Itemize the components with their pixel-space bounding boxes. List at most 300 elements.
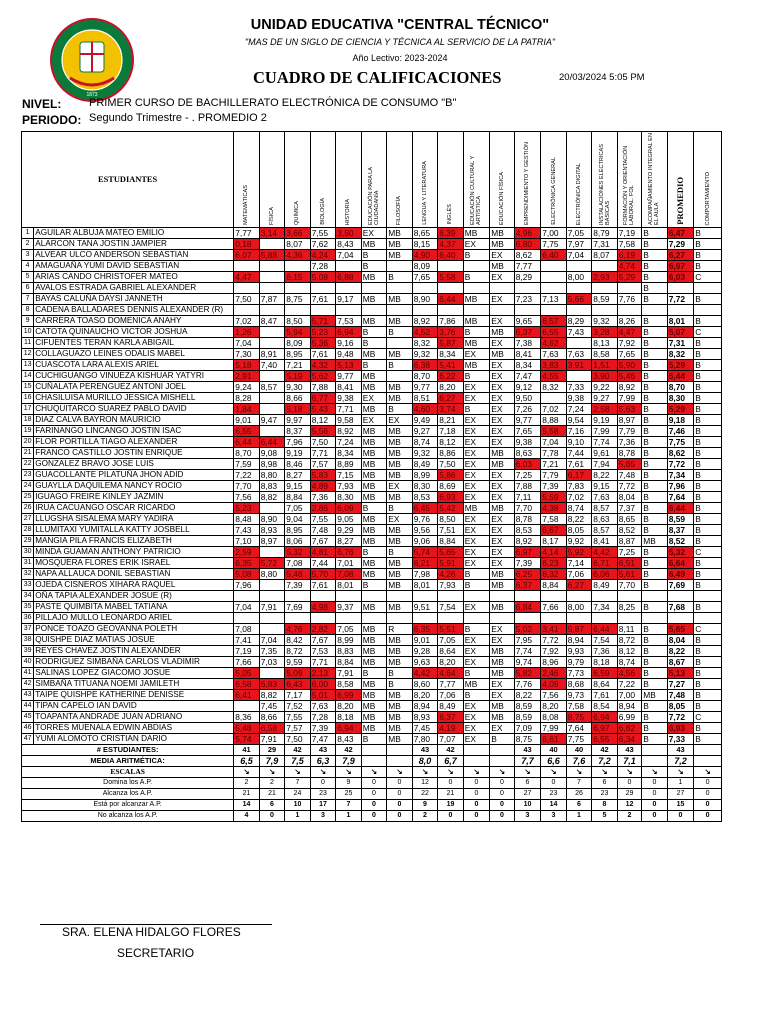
grade-cell: MB (361, 514, 387, 525)
grade-cell: 5,29 (667, 404, 694, 415)
grade-cell: 8,79 (592, 228, 618, 239)
mean-cell (490, 756, 514, 767)
row-number: 22 (22, 459, 34, 470)
grade-cell: EX (463, 459, 490, 470)
grade-cell: 5,63 (617, 404, 641, 415)
grade-cell: 8,86 (438, 448, 464, 459)
scale-cell: 23 (592, 789, 618, 800)
student-name: PILLAJO MULLO LEONARDO ARIEL (34, 613, 234, 624)
grade-cell (336, 591, 362, 602)
row-number: 27 (22, 514, 34, 525)
grade-cell: 7,15 (336, 470, 362, 481)
student-row (22, 382, 722, 393)
grade-cell: B (642, 404, 668, 415)
grade-cell: 8,99 (412, 470, 438, 481)
grade-cell: B (694, 250, 722, 261)
scale-mark: ↘ (541, 767, 567, 778)
row-number: 31 (22, 558, 34, 569)
grade-cell (234, 261, 260, 272)
grade-cell: 7,39 (310, 723, 336, 734)
grade-cell: 6,34 (617, 734, 641, 745)
scale-cell: 0 (387, 811, 413, 822)
grade-cell: B (642, 415, 668, 426)
grade-cell (234, 613, 260, 624)
grade-cell: 8,05 (566, 525, 592, 536)
grade-cell: 8,09 (412, 261, 438, 272)
mean-cell: 7,9 (336, 756, 362, 767)
grade-cell: 7,10 (234, 536, 260, 547)
scale-cell: 7 (336, 800, 362, 811)
grade-cell: 9,05 (336, 514, 362, 525)
school-logo (50, 18, 134, 102)
grade-cell: 8,43 (336, 239, 362, 250)
grade-cell: 8,97 (617, 415, 641, 426)
grade-cell: 9,01 (234, 415, 260, 426)
student-name: TIPAN CAPELO IAN DAVID (34, 701, 234, 712)
grade-cell: EX (490, 437, 514, 448)
grade-cell: 5,08 (234, 569, 260, 580)
grade-cell: MB (490, 569, 514, 580)
grade-cell: 6,83 (259, 679, 285, 690)
grade-cell (642, 613, 668, 624)
student-row (22, 294, 722, 305)
scale-mark: ↘ (694, 767, 722, 778)
student-row (22, 657, 722, 668)
row-number: 41 (22, 668, 34, 679)
students-header: ESTUDIANTES (22, 132, 234, 228)
student-count-row (22, 745, 722, 756)
mean-cell: 7,5 (285, 756, 311, 767)
grade-cell: 5,82 (514, 668, 541, 679)
grade-cell: 7,70 (617, 580, 641, 591)
student-name: GONZALEZ BRAVO JOSE LUIS (34, 459, 234, 470)
grade-cell: 7,93 (438, 580, 464, 591)
subject-header (642, 132, 668, 228)
grade-cell: EX (490, 371, 514, 382)
grade-cell: MB (463, 294, 490, 305)
grade-cell: B (694, 536, 722, 547)
scale-cell: 0 (310, 778, 336, 789)
grade-cell (336, 261, 362, 272)
grade-cell: 4,62 (541, 338, 567, 349)
grade-cell: 7,48 (310, 525, 336, 536)
grade-cell: B (642, 712, 668, 723)
grade-cell: 7,76 (617, 294, 641, 305)
grade-cell: 8,37 (285, 426, 311, 437)
grade-cell: B (642, 470, 668, 481)
grade-cell: 8,93 (259, 525, 285, 536)
grade-cell: 7,96 (285, 437, 311, 448)
grade-cell: 8,78 (514, 514, 541, 525)
grade-cell: 8,95 (285, 349, 311, 360)
grade-cell (234, 305, 260, 316)
scale-cell: 0 (694, 800, 722, 811)
mean-cell: 6,3 (310, 756, 336, 767)
grade-cell: 8,20 (412, 690, 438, 701)
grade-cell: 6,80 (514, 239, 541, 250)
student-count-cell (387, 745, 413, 756)
grade-cell: 9,10 (566, 437, 592, 448)
grade-cell: 8,67 (667, 657, 694, 668)
grade-cell: 2,93 (592, 272, 618, 283)
grade-cell: 7,92 (617, 338, 641, 349)
grade-cell: 4,38 (541, 503, 567, 514)
grade-cell: 8,30 (336, 492, 362, 503)
row-number: 8 (22, 305, 34, 316)
grade-cell: 7,01 (336, 558, 362, 569)
grade-cell: 8,66 (285, 393, 311, 404)
grade-cell: 4,32 (310, 360, 336, 371)
grade-cell: 6,23 (541, 558, 567, 569)
scale-cell: 17 (310, 800, 336, 811)
row-number: 20 (22, 437, 34, 448)
grade-cell: 8,07 (285, 239, 311, 250)
grade-cell: 7,02 (234, 316, 260, 327)
grade-cell: 7,16 (566, 426, 592, 437)
grade-cell: 7,04 (259, 635, 285, 646)
student-row (22, 470, 722, 481)
grade-cell: 9,18 (667, 415, 694, 426)
grade-cell: 7,70 (234, 481, 260, 492)
grade-cell: 7,04 (541, 437, 567, 448)
grade-cell: MB (387, 712, 413, 723)
grade-cell: MB (387, 294, 413, 305)
grade-cell: 5,01 (310, 690, 336, 701)
row-number: 33 (22, 580, 34, 591)
scale-cell: 0 (463, 778, 490, 789)
grade-cell: 9,73 (566, 690, 592, 701)
student-name: SIMBAÑA TITUANA NOEMI JAMILETH (34, 679, 234, 690)
row-number: 23 (22, 470, 34, 481)
grade-cell: MB (361, 525, 387, 536)
grade-cell: 9,32 (592, 316, 618, 327)
grade-cell: 9,17 (336, 294, 362, 305)
grade-cell: 4,19 (438, 723, 464, 734)
grade-cell: B (694, 481, 722, 492)
grade-cell: 7,93 (336, 481, 362, 492)
grade-cell (490, 283, 514, 294)
grade-cell: 8,49 (438, 701, 464, 712)
grade-cell: B (694, 558, 722, 569)
grade-cell: 6,93 (667, 723, 694, 734)
grade-cell: 7,48 (667, 690, 694, 701)
grade-cell: 7,61 (310, 580, 336, 591)
row-number: 44 (22, 701, 34, 712)
grade-cell: 7,59 (234, 459, 260, 470)
grade-cell (285, 261, 311, 272)
grade-cell: B (642, 503, 668, 514)
student-row (22, 349, 722, 360)
grade-cell: 8,59 (592, 294, 618, 305)
student-count-cell: 29 (259, 745, 285, 756)
student-row (22, 371, 722, 382)
grade-cell: MB (490, 239, 514, 250)
student-name: IGUAGO FREIRE KINLEY JAZMIN (34, 492, 234, 503)
student-count-cell: 43 (412, 745, 438, 756)
student-name: NAPA ALLAUCA DONIL SEBASTIAN (34, 569, 234, 580)
grade-cell: 7,28 (310, 712, 336, 723)
grade-cell: 5,83 (310, 470, 336, 481)
student-count-cell: 40 (566, 745, 592, 756)
grade-cell: B (642, 294, 668, 305)
grade-cell: 8,69 (438, 481, 464, 492)
grade-cell: 9,38 (566, 393, 592, 404)
subject-header (361, 132, 387, 228)
grade-cell: 7,47 (310, 734, 336, 745)
grade-cell: 6,19 (617, 250, 641, 261)
grade-cell (541, 613, 567, 624)
grade-cell: 6,94 (336, 723, 362, 734)
grade-cell: 7,63 (310, 701, 336, 712)
row-number: 18 (22, 415, 34, 426)
grade-cell: MB (361, 646, 387, 657)
grade-cell: 7,65 (514, 426, 541, 437)
grade-cell (259, 305, 285, 316)
grade-cell: B (642, 624, 668, 635)
grade-cell: EX (463, 382, 490, 393)
grade-cell: 3,41 (541, 624, 567, 635)
signature-name: SRA. ELENA HIDALGO FLORES (62, 925, 241, 939)
subject-header (463, 132, 490, 228)
grade-cell: 7,58 (541, 514, 567, 525)
subject-header-label: COMPORTAMIENTO (704, 171, 711, 225)
grade-cell: EX (490, 635, 514, 646)
scale-cell: 9 (412, 800, 438, 811)
scale-cell: 27 (514, 789, 541, 800)
grade-cell: 7,43 (234, 525, 260, 536)
student-row (22, 525, 722, 536)
scale-cell: 14 (541, 800, 567, 811)
scale-cell: 0 (361, 811, 387, 822)
row-number: 30 (22, 547, 34, 558)
grade-cell: 3,66 (285, 228, 311, 239)
grade-cell: 5,58 (438, 272, 464, 283)
grade-cell: 7,34 (592, 602, 618, 613)
grade-cell: EX (463, 470, 490, 481)
grade-cell: 8,84 (285, 492, 311, 503)
grade-cell: 9,77 (412, 382, 438, 393)
grade-cell (592, 261, 618, 272)
grade-cell: 1,51 (592, 360, 618, 371)
grade-cell: 5,86 (438, 470, 464, 481)
student-name: FRANCO CASTILLO JOSTIN ENRIQUE (34, 448, 234, 459)
logo-year: 1873 (86, 92, 98, 98)
grade-cell: EX (490, 558, 514, 569)
scale-mark: ↘ (285, 767, 311, 778)
grade-cell: 7,00 (617, 690, 641, 701)
student-count-cell: 42 (438, 745, 464, 756)
scale-cell: 0 (463, 811, 490, 822)
grade-cell: 7,65 (412, 272, 438, 283)
grade-cell: B (642, 580, 668, 591)
grade-cell: 5,44 (667, 371, 694, 382)
grade-cell: 8,90 (259, 514, 285, 525)
subject-header-label: INSTALACIONES ELÉCTRICAS BÁSICAS (598, 143, 611, 225)
grade-cell: MB (361, 635, 387, 646)
grade-cell: 8,20 (438, 657, 464, 668)
grade-cell: 6,37 (438, 712, 464, 723)
grade-cell (259, 272, 285, 283)
grade-cell (234, 283, 260, 294)
grade-cell: 7,46 (667, 426, 694, 437)
grade-cell: MB (490, 646, 514, 657)
grade-cell: 9,56 (412, 525, 438, 536)
grade-cell: 6,07 (234, 250, 260, 261)
grade-cell: MB (490, 228, 514, 239)
grade-cell: B (694, 514, 722, 525)
grade-cell: 7,02 (541, 404, 567, 415)
grade-cell: 5,48 (285, 569, 311, 580)
grade-cell: 6,27 (566, 580, 592, 591)
grade-cell: MB (387, 316, 413, 327)
scale-cell: 14 (234, 800, 260, 811)
grade-cell: 8,07 (592, 250, 618, 261)
grade-cell: 1,26 (234, 327, 260, 338)
student-count-cell: 41 (234, 745, 260, 756)
grade-cell: 5,92 (566, 547, 592, 558)
grade-cell: 8,90 (412, 294, 438, 305)
grade-cell: B (490, 734, 514, 745)
grade-cell (387, 283, 413, 294)
grade-cell: B (642, 338, 668, 349)
grade-cell: 5,94 (285, 327, 311, 338)
grade-cell: 8,01 (412, 580, 438, 591)
grade-cell: 9,93 (566, 646, 592, 657)
grade-cell: 7,39 (541, 481, 567, 492)
grade-cell: 7,30 (234, 349, 260, 360)
grade-cell: 7,76 (514, 679, 541, 690)
mean-cell: 7,6 (566, 756, 592, 767)
grade-cell: B (642, 228, 668, 239)
grade-cell (514, 305, 541, 316)
grade-cell: 8,82 (259, 492, 285, 503)
grade-cell: 7,50 (285, 734, 311, 745)
grade-cell: 8,66 (259, 712, 285, 723)
grade-cell: B (694, 470, 722, 481)
grade-cell: 7,61 (592, 690, 618, 701)
scale-cell: 0 (642, 789, 668, 800)
grade-cell: B (387, 503, 413, 514)
grade-cell: EX (387, 415, 413, 426)
grade-cell: 7,91 (259, 734, 285, 745)
grade-cell: 7,79 (617, 426, 641, 437)
grade-cell (259, 404, 285, 415)
subject-header-label: ELECTRÓNICA GENERAL (550, 157, 557, 225)
student-name: AGUILAR ALBUJA MATEO EMILIO (34, 228, 234, 239)
grade-cell (285, 305, 311, 316)
grade-cell: MB (387, 470, 413, 481)
grade-cell: EX (490, 723, 514, 734)
mean-cell: 6,6 (541, 756, 567, 767)
grade-cell: 9,32 (412, 448, 438, 459)
grade-cell: 6,49 (667, 569, 694, 580)
row-number: 10 (22, 327, 34, 338)
grade-cell: B (694, 492, 722, 503)
student-row (22, 690, 722, 701)
grade-cell (259, 503, 285, 514)
subject-header (310, 132, 336, 228)
grade-cell: 9,58 (336, 415, 362, 426)
grade-cell: 6,37 (514, 580, 541, 591)
grade-cell: 7,53 (336, 316, 362, 327)
grade-cell: 9,63 (412, 657, 438, 668)
student-name: MINDA GUAMAN ANTHONY PATRICIO (34, 547, 234, 558)
row-number: 40 (22, 657, 34, 668)
grade-cell: 7,97 (566, 239, 592, 250)
grade-cell: 7,74 (514, 646, 541, 657)
scale-cell: 22 (412, 789, 438, 800)
grade-cell: 7,04 (336, 250, 362, 261)
grade-cell: 4,74 (617, 261, 641, 272)
grade-cell: B (463, 624, 490, 635)
grade-cell (285, 283, 311, 294)
grade-cell: 6,06 (592, 569, 618, 580)
grade-cell: EX (463, 734, 490, 745)
grade-cell: MB (490, 602, 514, 613)
grade-cell: 9,28 (412, 646, 438, 657)
grade-cell: B (642, 437, 668, 448)
grade-cell (490, 613, 514, 624)
grade-cell (438, 613, 464, 624)
grade-cell: B (642, 646, 668, 657)
grade-cell: 5,13 (667, 668, 694, 679)
scale-cell: 27 (667, 789, 694, 800)
scale-cell: 0 (642, 800, 668, 811)
mean-cell: 6,7 (438, 756, 464, 767)
grade-cell: B (642, 426, 668, 437)
student-name: QUISHPE DIAZ MATIAS JOSUE (34, 635, 234, 646)
grade-cell (336, 283, 362, 294)
grade-cell: 6,03 (514, 459, 541, 470)
student-name: TAIPE QUISHPE KATHERINE DENISSE (34, 690, 234, 701)
grade-cell: MB (361, 712, 387, 723)
subject-header-label: LENGUA Y LITERATURA (421, 161, 428, 225)
grade-cell: 8,12 (310, 415, 336, 426)
grade-cell: 4,42 (592, 547, 618, 558)
grade-cell: 6,44 (592, 624, 618, 635)
grade-cell (438, 283, 464, 294)
grade-cell: 7,33 (566, 382, 592, 393)
grade-cell: 8,32 (541, 382, 567, 393)
scale-mark: ↘ (387, 767, 413, 778)
grade-cell: 7,75 (566, 734, 592, 745)
grade-cell: B (642, 525, 668, 536)
grade-cell (438, 305, 464, 316)
grade-cell: EX (463, 558, 490, 569)
scale-cell: 0 (387, 778, 413, 789)
grade-cell: 6,35 (412, 624, 438, 635)
student-name: REYES CHAVEZ JOSTIN ALEXANDER (34, 646, 234, 657)
grade-cell: 7,09 (514, 723, 541, 734)
grade-cell: B (642, 558, 668, 569)
grade-cell: 8,59 (667, 514, 694, 525)
grade-cell: B (642, 459, 668, 470)
scale-cell: 10 (514, 800, 541, 811)
grade-cell: 5,29 (617, 272, 641, 283)
mean-cell: 8,0 (412, 756, 438, 767)
grade-cell: B (694, 734, 722, 745)
grade-cell: 8,27 (336, 536, 362, 547)
scale-cell: 24 (285, 789, 311, 800)
scale-cell: 6 (566, 800, 592, 811)
grade-cell: 5,87 (566, 624, 592, 635)
grade-cell: B (463, 371, 490, 382)
student-row (22, 426, 722, 437)
grade-cell: B (387, 404, 413, 415)
grade-cell: 8,53 (514, 525, 541, 536)
grade-cell (259, 261, 285, 272)
grade-cell: 5,18 (234, 360, 260, 371)
